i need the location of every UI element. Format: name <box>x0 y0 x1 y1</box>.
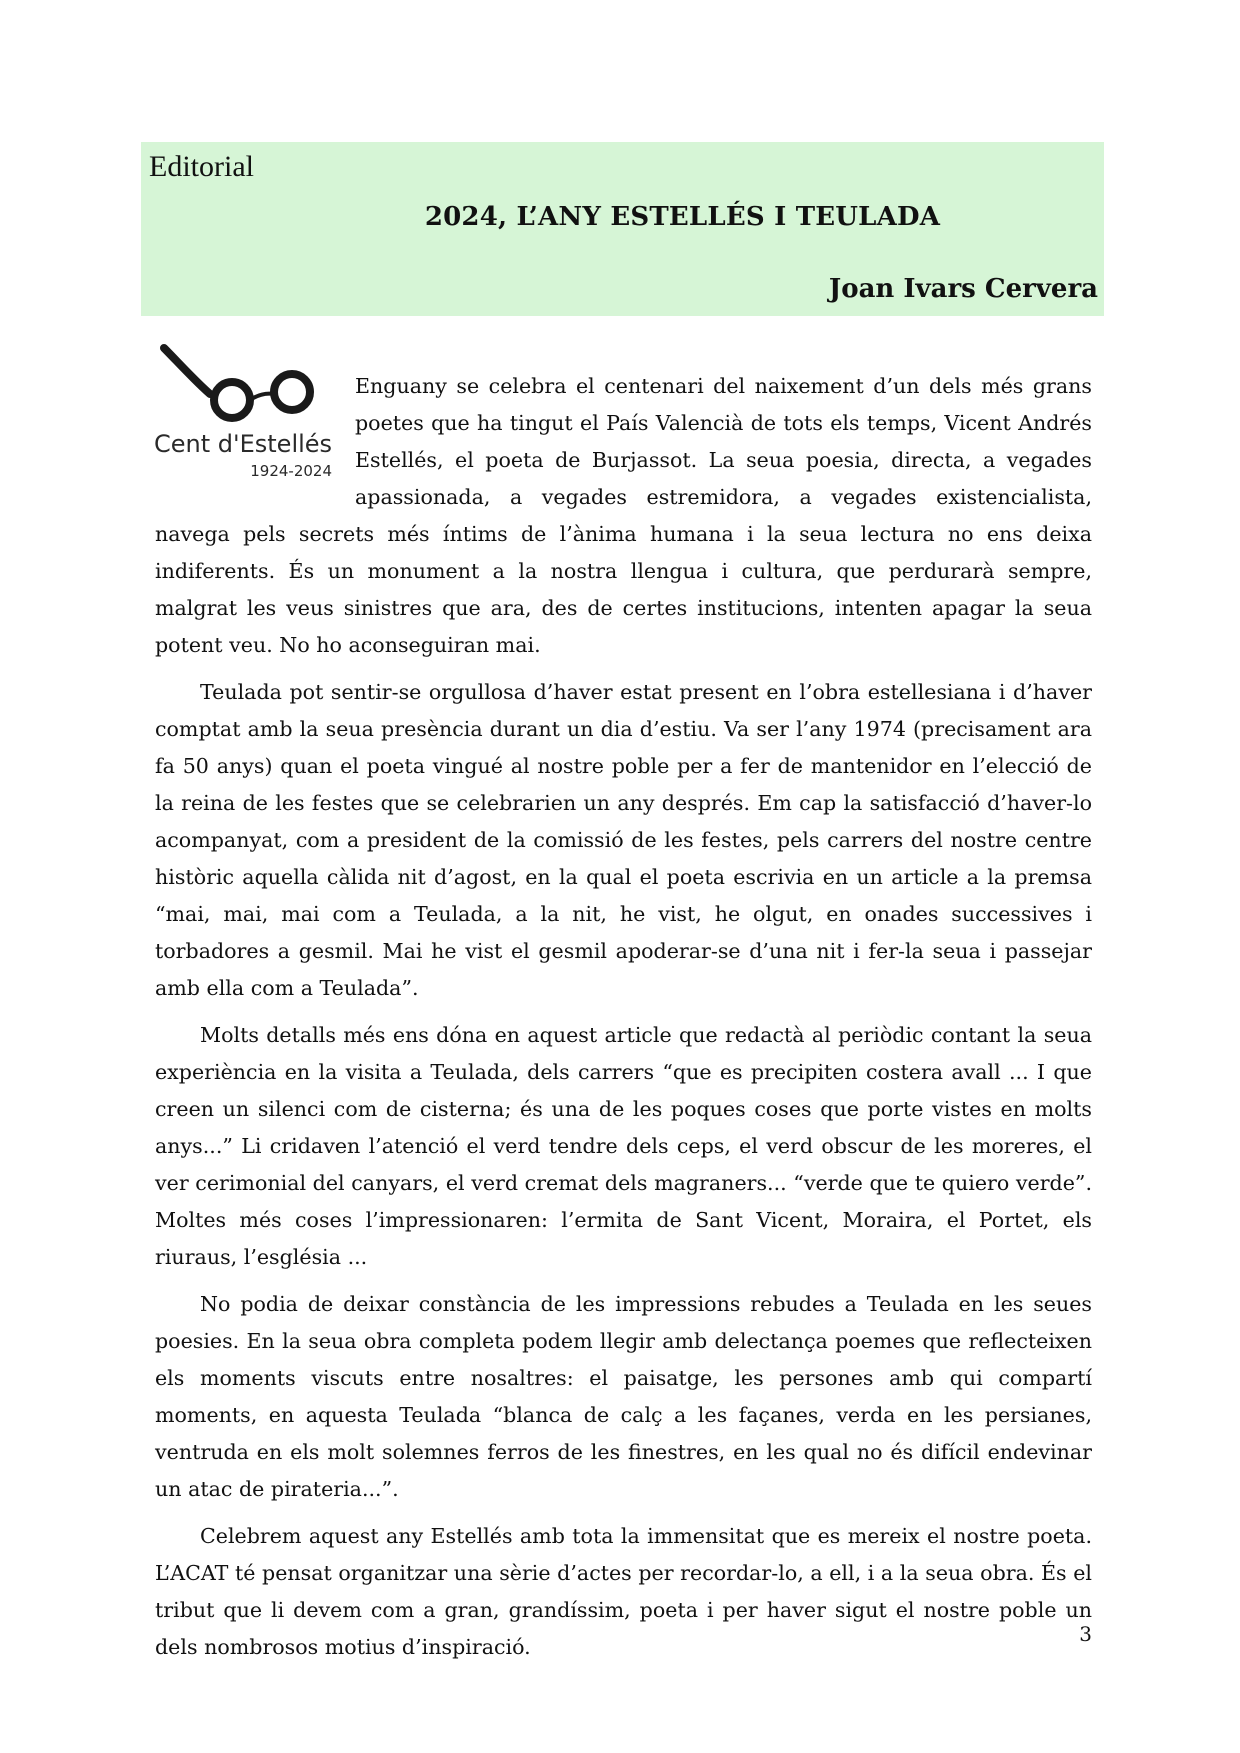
paragraph-4: No podia de deixar constància de les impressions rebudes a Teulada en les seues poesies. En la seua obra completa podem llegir amb delectança poemes que reflecteixen els moments viscuts entre nosaltres: el paisatge, les persones amb qui compartí moments, en aquesta Teulada “blanca de calç a les façanes, verda en les persianes, ventruda en els molt solemnes ferros de les finestres, en les qual no és difícil endevinar un atac de pirateria...”. <box>155 1292 1092 1501</box>
article-author: Joan Ivars Cervera <box>828 274 1098 304</box>
logo-years: 1924-2024 <box>250 462 332 480</box>
article-title: 2024, L’ANY ESTELLÉS I TEULADA <box>424 202 941 232</box>
article-body <box>155 368 1092 1676</box>
paragraph-2: Teulada pot sentir-se orgullosa d’haver estat present en l’obra estellesiana i d’haver comptat amb la seua presència durant un dia d’estiu. Va ser l’any 1974 (precisament ara fa 50 anys) quan el poeta vingué al nostre poble per a fer de mantenidor en l’elecció de la reina de les festes que se celebrarien un any després. Em cap la satisfacció d’haver-lo acompanyat, com a president de la comissió de les festes, pels carrers del nostre centre històric aquella càlida nit d’agost, en la qual el poeta escrivia en un article a la premsa “mai, mai, mai com a Teulada, a la nit, he vist, he olgut, en onades successives i torbadores a gesmil. Mai he vist el gesmil apoderar-se d’una nit i fer-la seua i passejar amb ella com a Teulada”. <box>155 680 1092 1000</box>
paragraph-1: Enguany se celebra el centenari del naixement d’un dels més grans poetes que ha tingut el País Valencià de tots els temps, Vicent Andrés Estellés, el poeta de Burjassot. La seua poesia, directa, a vegades apassionada, a vegades estremidora, a vegades existencialista, navega pels secrets més íntims de l’ànima humana i la seua lectura no ens deixa indiferents. És un monument a la nostra llengua i cultura, que perdurarà sempre, malgrat les veus sinistres que ara, des de certes institucions, intenten apagar la seua potent veu. No ho aconseguiran mai. <box>155 374 1092 657</box>
header-box <box>141 142 1104 316</box>
section-label: Editorial <box>149 150 254 183</box>
page-number: 3 <box>1079 1622 1092 1646</box>
logo-name: Cent d'Estellés <box>154 430 333 458</box>
paragraph-5: Celebrem aquest any Estellés amb tota la immensitat que es mereix el nostre poeta. L’ACAT té pensat organitzar una sèrie d’actes per recordar-lo, a ell, i a la seua obra. És el tribut que li devem com a gran, grandíssim, poeta i per haver sigut el nostre poble un dels nombrosos motius d’inspiració. <box>155 1524 1092 1659</box>
paragraph-3: Molts detalls més ens dóna en aquest article que redactà al periòdic contant la seua experiència en la visita a Teulada, dels carrers “que es precipiten costera avall ... I que creen un silenci com de cisterna; és una de les poques coses que porte vistes en molts anys...” Li cridaven l’atenció el verd tendre dels ceps, el verd obscur de les moreres, el ver cerimonial del canyars, el verd cremat dels magraners... “verde que te quiero verde”. Moltes més coses l’impressionaren: l’ermita de Sant Vicent, Moraira, el Portet, els riuraus, l’església ... <box>155 1023 1092 1269</box>
logo-float-spacer <box>155 368 355 514</box>
